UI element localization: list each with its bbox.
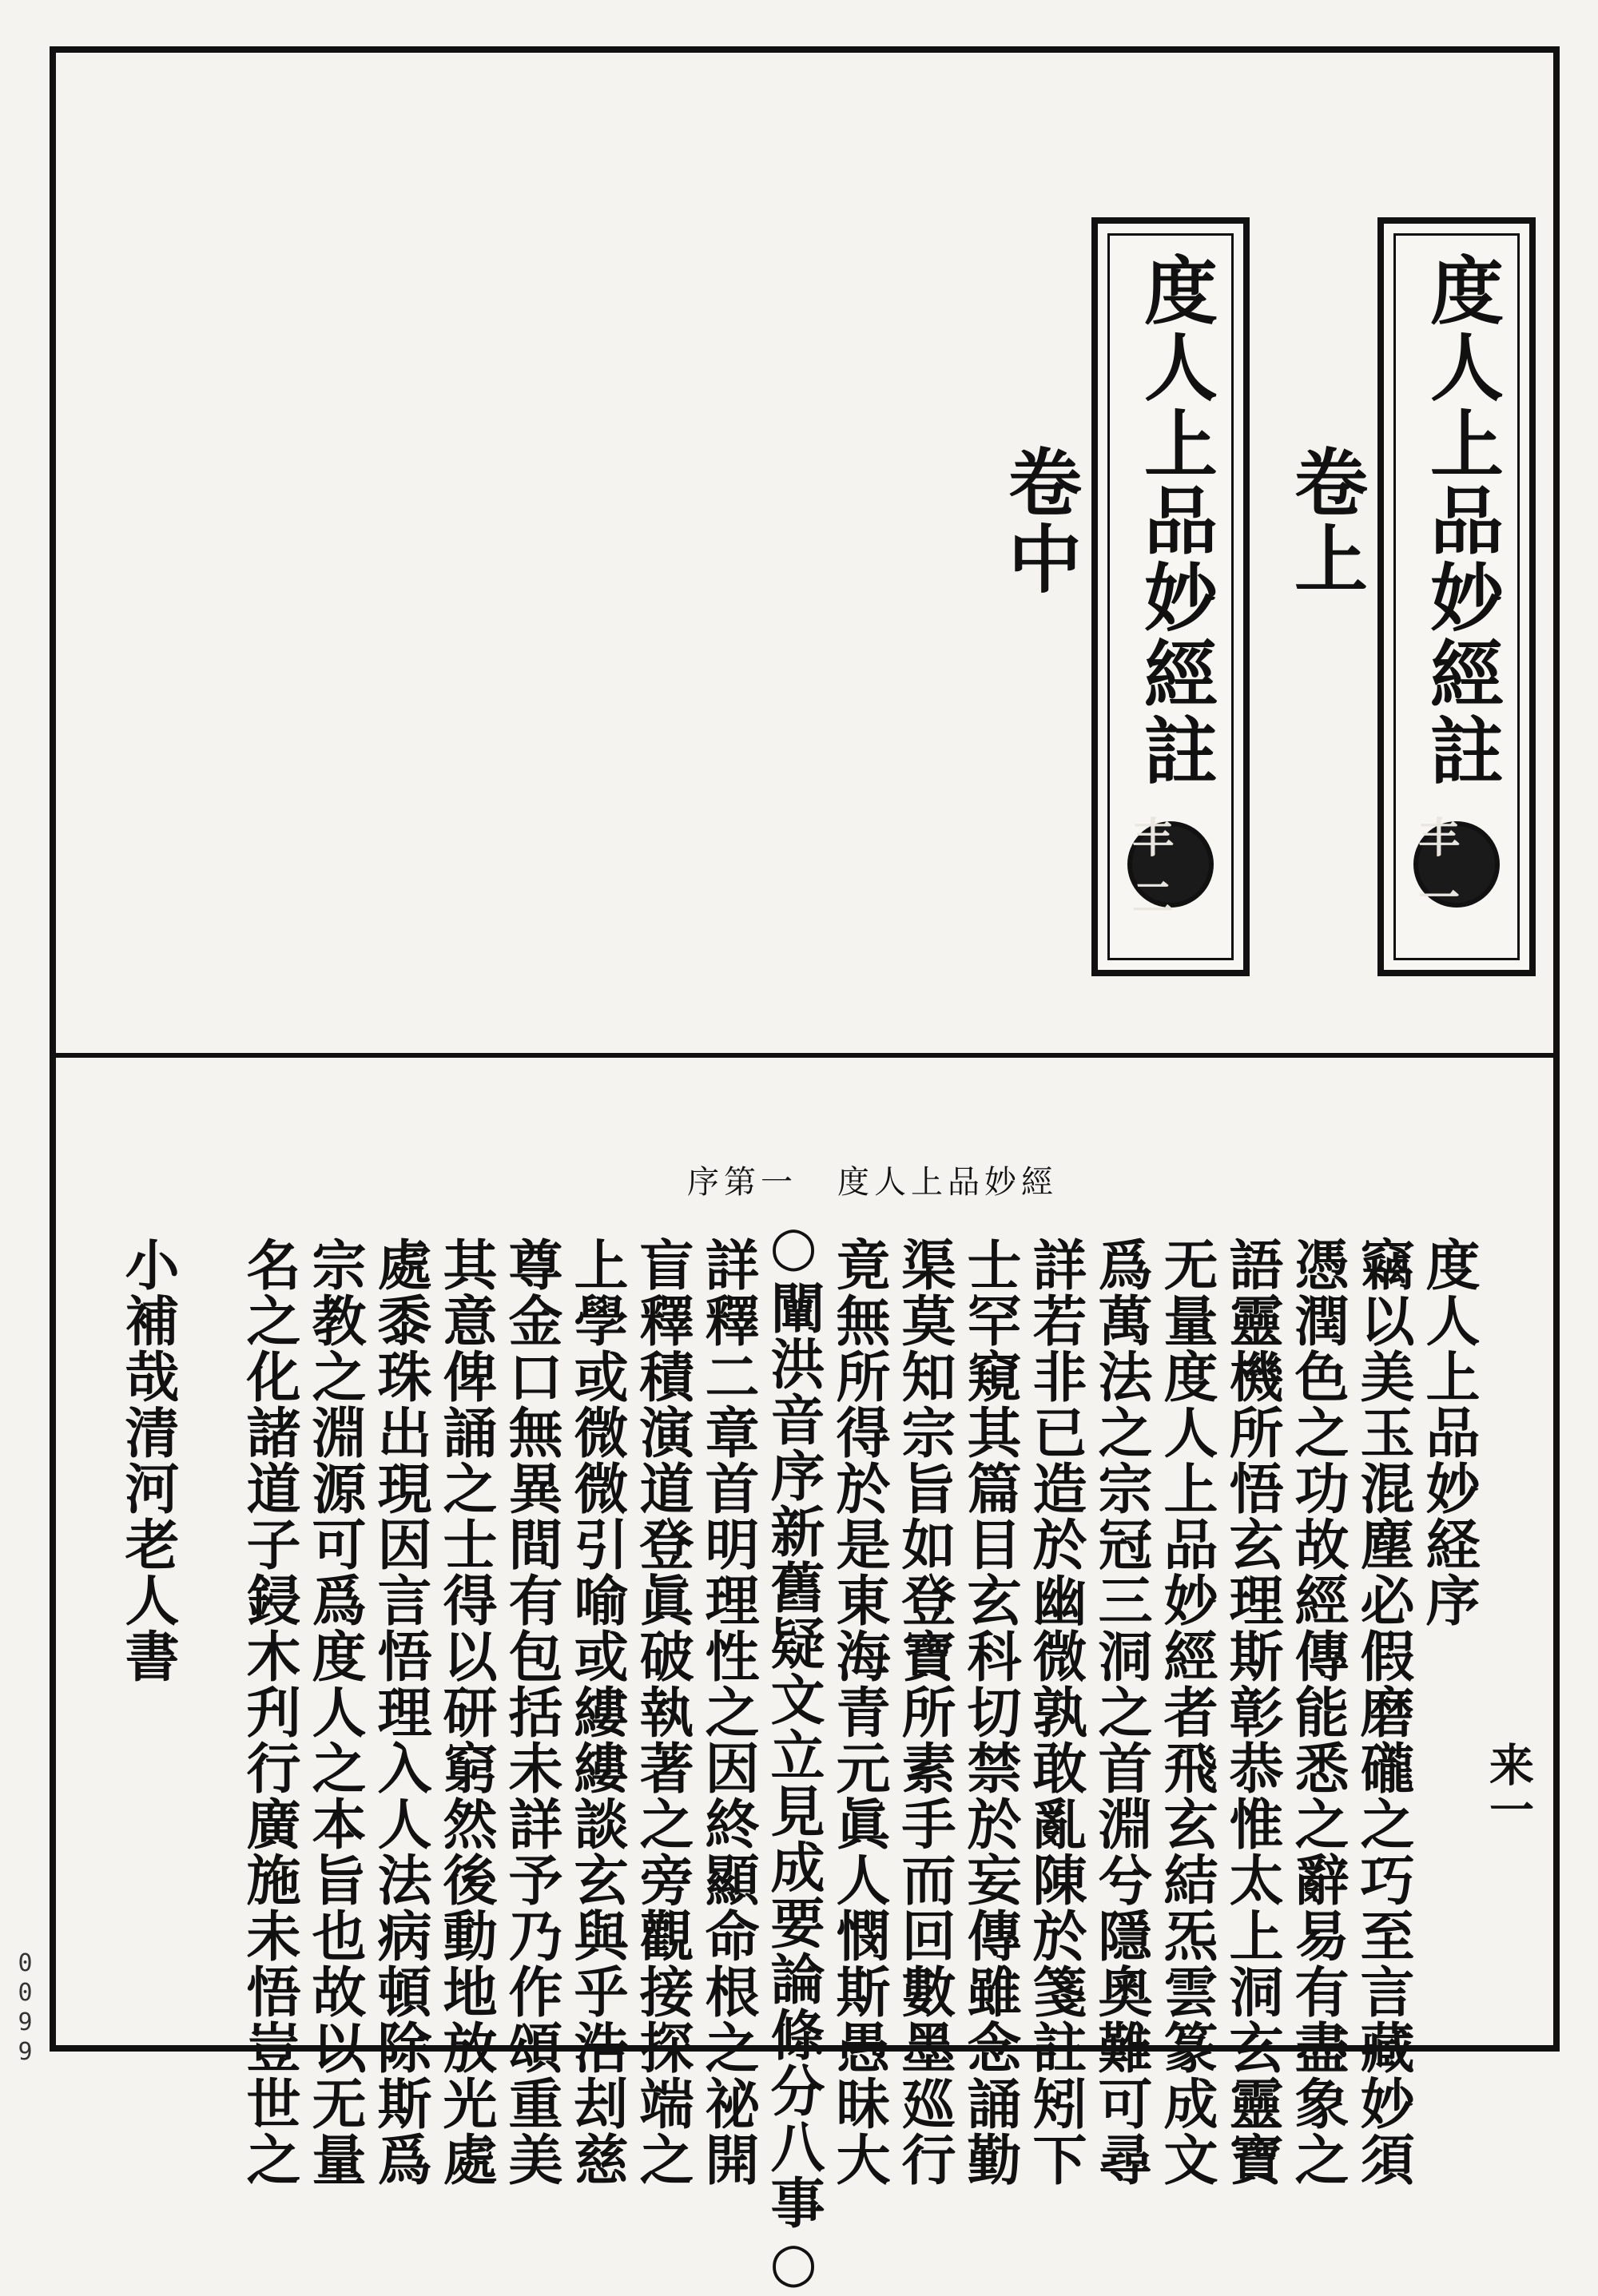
text-column: 語靈機所悟玄理斯彰恭惟太上洞玄靈寶 [1220,1237,1284,2187]
text-column: 度人上品妙経序 [1417,1237,1481,1628]
seal-text: 丰一 [1418,814,1461,923]
title-slip-text: 度人上品妙經註卷中 [996,252,1218,789]
text-column: 爲萬法之宗冠三洞之首淵兮隱奧難可尋 [1089,1237,1153,2187]
title-slip-text: 度人上品妙經註卷上 [1282,252,1505,789]
text-column: ○闡洪音序新舊疑文立見成要論條分八事○ [761,1214,825,2296]
text-column: 憑潤色之功故經傳能悉之辭易有盡象之 [1286,1237,1350,2187]
text-column: 小補哉清河老人書 [116,1237,180,1684]
text-column: 詳若非已造於幽微孰敢亂陳於箋註矧下 [1024,1237,1087,2187]
text-column: 宗教之淵源可爲度人之本旨也故以无量 [303,1237,367,2187]
text-column: 詳釋二章首明理性之因終顯命根之祕開 [696,1237,760,2187]
text-column: 士罕窺其篇目玄科切禁於妄傳雖念誦勤 [958,1237,1022,2187]
text-column: 處黍珠出現因言悟理入人法病頓除斯爲 [368,1237,432,2187]
volume-mark: 来一 [1482,1742,1535,1831]
seal-text: 丰二 [1132,814,1175,923]
text-column: 名之化諸道子鋟木刋行廣施未悟豈世之 [237,1237,301,2187]
title-slip-volume-2 [996,217,1250,976]
title-slip-volume-1 [1282,217,1536,976]
text-column: 其意俾誦之士得以研窮然後動地放光處 [434,1237,498,2187]
text-column: 盲釋積演道登眞破執著之旁觀接探端之 [630,1237,694,2187]
page-number: 0099 [11,1949,39,2068]
text-column: 尊金口無異間有包括未詳予乃作頌重美 [499,1237,563,2187]
text-column: 竊以美玉混塵必假磨礲之巧至言藏妙須 [1351,1237,1415,2187]
running-head [687,1157,1058,1202]
text-column: 竟無所得於是東海青元眞人憫斯愚昧大 [827,1237,891,2187]
running-head-section: 序第一 [687,1164,797,1201]
text-column: 渠莫知宗旨如登寶所素手而回數墨廵行 [892,1237,956,2187]
text-column: 无量度人上品妙經者飛玄結炁雲篆成文 [1155,1237,1218,2187]
page-divider [50,1053,1560,1058]
volume-seal [1413,814,1500,923]
volume-seal [1127,814,1214,923]
running-head-title: 度人上品妙經 [837,1164,1058,1201]
text-column: 上學或微微引喻或縷縷談玄與乎浩刦慈 [565,1237,629,2187]
